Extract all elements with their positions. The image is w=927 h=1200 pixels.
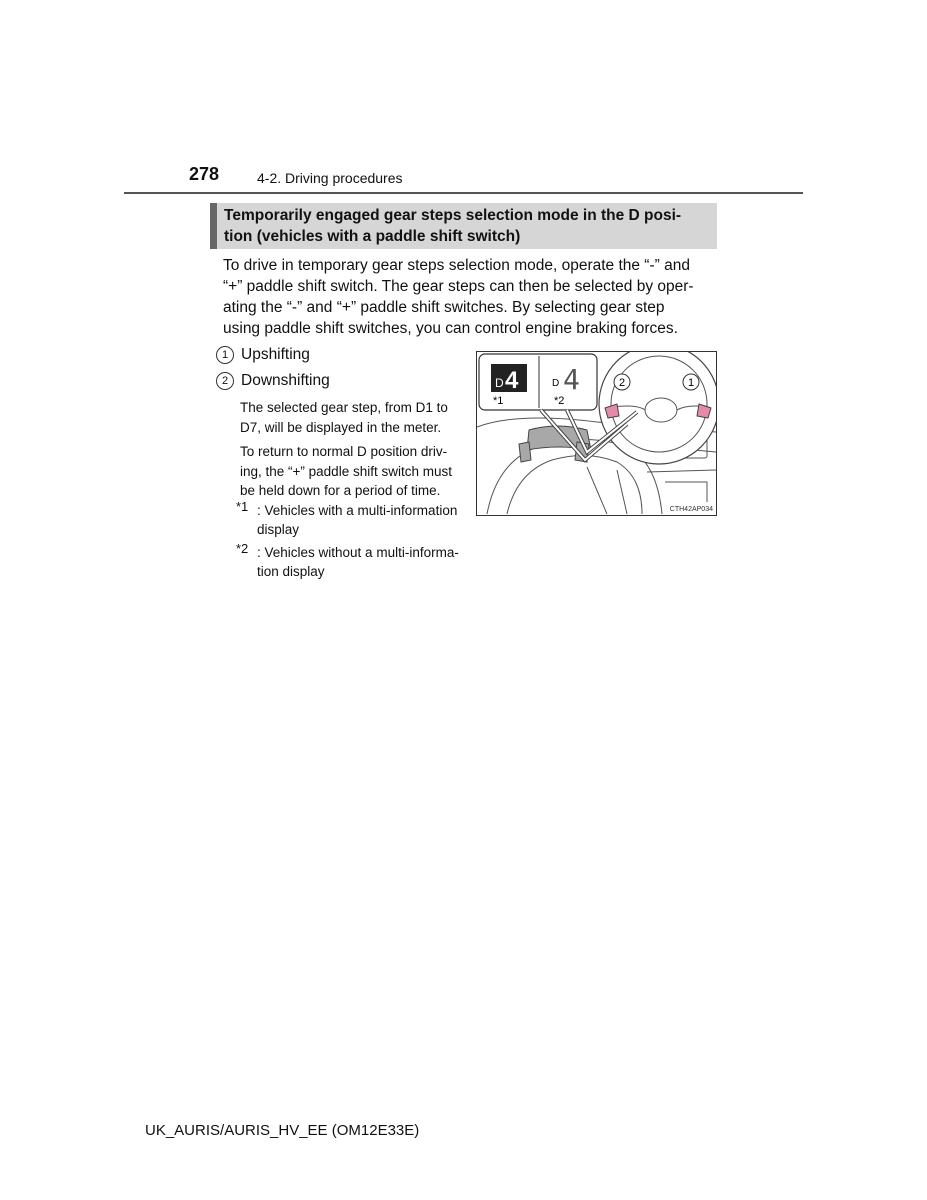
footnote-line: : Vehicles with a multi-information bbox=[257, 503, 458, 518]
intro-line: “+” paddle shift switch. The gear steps can then be selected by oper- bbox=[223, 278, 694, 295]
note-gear-display bbox=[240, 398, 464, 437]
footnote-line: tion display bbox=[257, 564, 325, 579]
callout-label-1: *1 bbox=[493, 395, 504, 407]
note-line: The selected gear step, from D1 to bbox=[240, 400, 448, 415]
page-number: 278 bbox=[189, 164, 220, 184]
callout-circle-2: 2 bbox=[618, 377, 626, 389]
figure-code: CTH42AP034 bbox=[669, 506, 713, 513]
display-gear-number: 4 bbox=[505, 367, 519, 394]
footnote-1 bbox=[236, 501, 466, 541]
note-line: ing, the “+” paddle shift switch must bbox=[240, 463, 452, 479]
section-title-line: Temporarily engaged gear steps selection mode in the D posi- bbox=[224, 207, 682, 224]
display-gear-letter: D bbox=[495, 376, 504, 390]
illustration-svg bbox=[477, 352, 716, 515]
section-title-line: tion (vehicles with a paddle shift switch) bbox=[224, 228, 521, 245]
intro-line: ating the “-” and “+” paddle shift switches. By selecting gear step bbox=[223, 299, 665, 316]
footnote-line: display bbox=[257, 522, 300, 537]
step-upshifting bbox=[216, 346, 310, 364]
section-title bbox=[210, 203, 717, 249]
header-divider bbox=[124, 192, 803, 194]
segment-gear-number: 4 bbox=[563, 363, 580, 396]
note-return-d bbox=[240, 442, 464, 501]
note-line: To return to normal D position driv- bbox=[240, 444, 448, 459]
footer-text: UK_AURIS/AURIS_HV_EE (OM12E33E) bbox=[145, 1122, 420, 1139]
step-number-circle: 1 bbox=[216, 346, 234, 364]
footnote-line: : Vehicles without a multi-informa- bbox=[257, 545, 459, 560]
intro-paragraph bbox=[223, 255, 713, 339]
breadcrumb: 4-2. Driving procedures bbox=[257, 170, 403, 186]
callout-circle-1: 1 bbox=[687, 377, 695, 389]
step-label: Upshifting bbox=[241, 346, 310, 363]
step-downshifting bbox=[216, 372, 330, 390]
note-line: D7, will be displayed in the meter. bbox=[240, 419, 442, 435]
segment-gear-letter: D bbox=[552, 378, 560, 389]
footnote-mark: *2 bbox=[236, 541, 249, 556]
paddle-shift-illustration bbox=[476, 351, 717, 516]
intro-line: using paddle shift switches, you can control engine braking forces. bbox=[223, 320, 678, 337]
footnote-2 bbox=[236, 543, 466, 583]
intro-line: To drive in temporary gear steps selection mode, operate the “-” and bbox=[223, 257, 690, 274]
step-number-circle: 2 bbox=[216, 372, 234, 390]
footnote-mark: *1 bbox=[236, 499, 249, 514]
paddle-left-shadow bbox=[519, 442, 531, 462]
callout-label-2: *2 bbox=[554, 395, 565, 407]
step-label: Downshifting bbox=[241, 372, 330, 389]
note-line: be held down for a period of time. bbox=[240, 483, 441, 498]
